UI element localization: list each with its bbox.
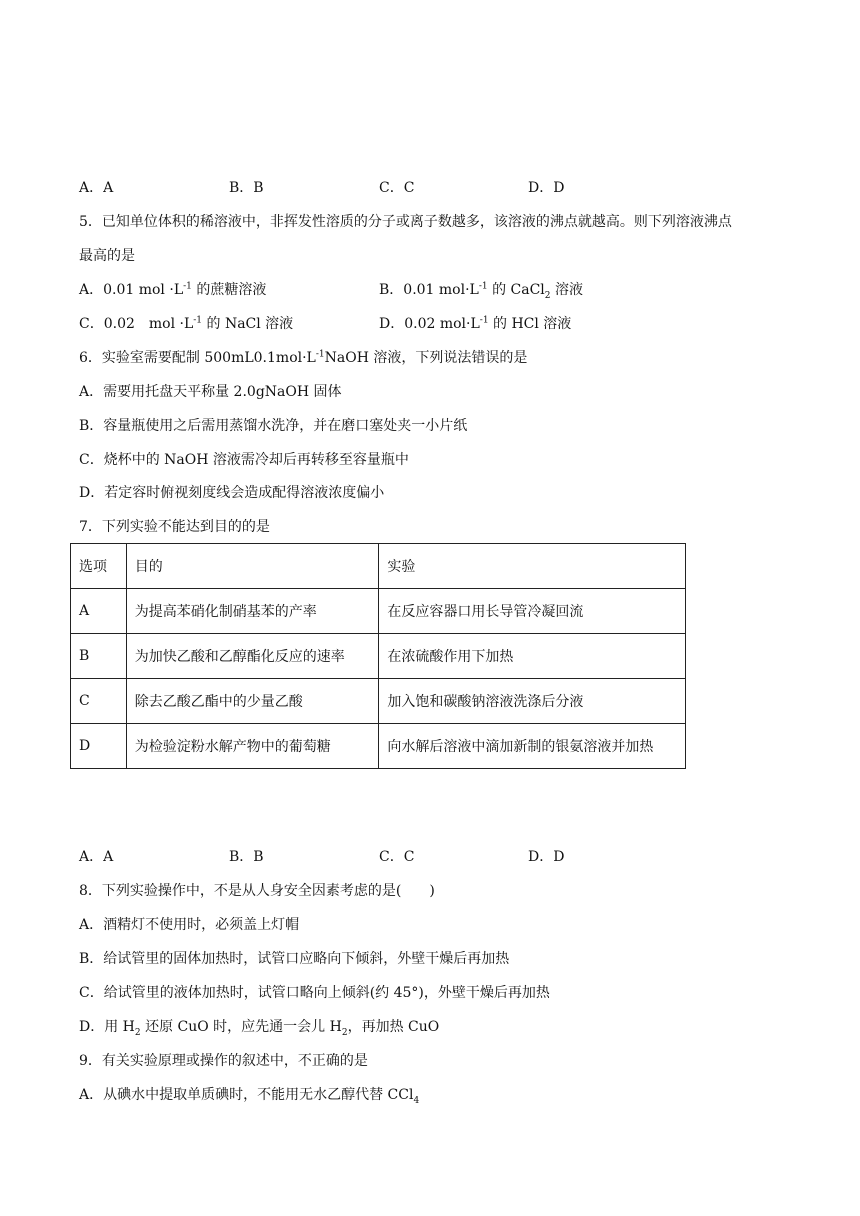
q4-option-c: C．C [379,180,415,196]
table-row [71,724,686,769]
q5-option-a: A．0.01 mol $\cdot L^{-1}$ 的蔗糖溶液 [79,281,267,298]
table-cell: 在反应容器口用长导管冷凝回流 [379,589,686,634]
table-row [71,679,686,724]
q7-option-d: D．D [528,849,565,865]
table-cell: 除去乙酸乙酯中的少量乙酸 [126,679,379,724]
table-cell: 加入饱和碳酸钠溶液洗涤后分液 [379,679,686,724]
q6-option-a: A．需要用托盘天平称量 2.0gNaOH 固体 [79,384,342,400]
q8-stem: 8．下列实验操作中，不是从人身安全因素考虑的是( ) [79,883,435,899]
table-cell: C [71,679,127,724]
q7-option-c: C．C [379,849,415,865]
q6-option-d: D．若定容时俯视刻度线会造成配得溶液浓度偏小 [79,485,385,501]
table-cell: 在浓硫酸作用下加热 [379,634,686,679]
q8-option-c: C．给试管里的液体加热时，试管口略向上倾斜(约 45°)，外壁干燥后再加热 [79,985,550,1001]
q5-option-d: D．0.02 $mol\cdot L^{-1}$ 的 HCl 溶液 [379,315,572,332]
q8-option-b: B．给试管里的固体加热时，试管口应略向下倾斜，外壁干燥后再加热 [79,951,510,967]
table-header-row [71,544,686,589]
q5-stem-line2: 最高的是 [79,248,135,264]
q6-stem: 6．实验室需要配制 $500mL0.1mol\cdot L^{-1}NaOH$ 溶液，下列说法错误的是 [79,349,528,366]
q7-option-b: B．B [229,849,264,865]
q5-stem-line1: 5．已知单位体积的稀溶液中，非挥发性溶质的分子或离子数越多，该溶液的沸点就越高。则下列溶液沸点 [79,214,732,230]
q9-option-a: A．从碘水中提取单质碘时，不能用无水乙醇代替 CCl$_4$ [79,1087,420,1106]
q7-option-a: A．A [79,849,114,865]
table-header-cell: 实验 [379,544,686,589]
q5-option-b: B．0.01 $mol\cdot L^{-1}$ 的 CaCl$_2$ 溶液 [379,281,583,301]
q5-option-c: C．0.02 mol $\cdot L^{-1}$ 的 NaCl 溶液 [79,315,294,332]
table-cell: A [71,589,127,634]
q4-option-b: B．B [229,180,264,196]
q7-stem: 7．下列实验不能达到目的的是 [79,519,270,535]
table-cell: B [71,634,127,679]
q8-option-d: D．用 $H_2$ 还原 CuO 时，应先通一会儿 $H_2$，再加热 CuO [79,1019,440,1038]
q6-option-c: C．烧杯中的 NaOH 溶液需冷却后再转移至容量瓶中 [79,452,409,468]
q4-option-a: A．A [79,180,114,196]
table-cell: 为检验淀粉水解产物中的葡萄糖 [126,724,379,769]
q4-option-d: D．D [528,180,565,196]
q7-table [70,543,686,769]
q8-option-a: A．酒精灯不使用时，必须盖上灯帽 [79,917,300,933]
table-cell: 向水解后溶液中滴加新制的银氨溶液并加热 [379,724,686,769]
q6-option-b: B．容量瓶使用之后需用蒸馏水洗净，并在磨口塞处夹一小片纸 [79,418,468,434]
table-cell: 为加快乙酸和乙醇酯化反应的速率 [126,634,379,679]
table-header-cell: 选项 [71,544,127,589]
q9-stem: 9．有关实验原理或操作的叙述中，不正确的是 [79,1053,368,1069]
table-header-cell: 目的 [126,544,379,589]
table-cell: 为提高苯硝化制硝基苯的产率 [126,589,379,634]
table-row [71,589,686,634]
table-row [71,634,686,679]
table-cell: D [71,724,127,769]
